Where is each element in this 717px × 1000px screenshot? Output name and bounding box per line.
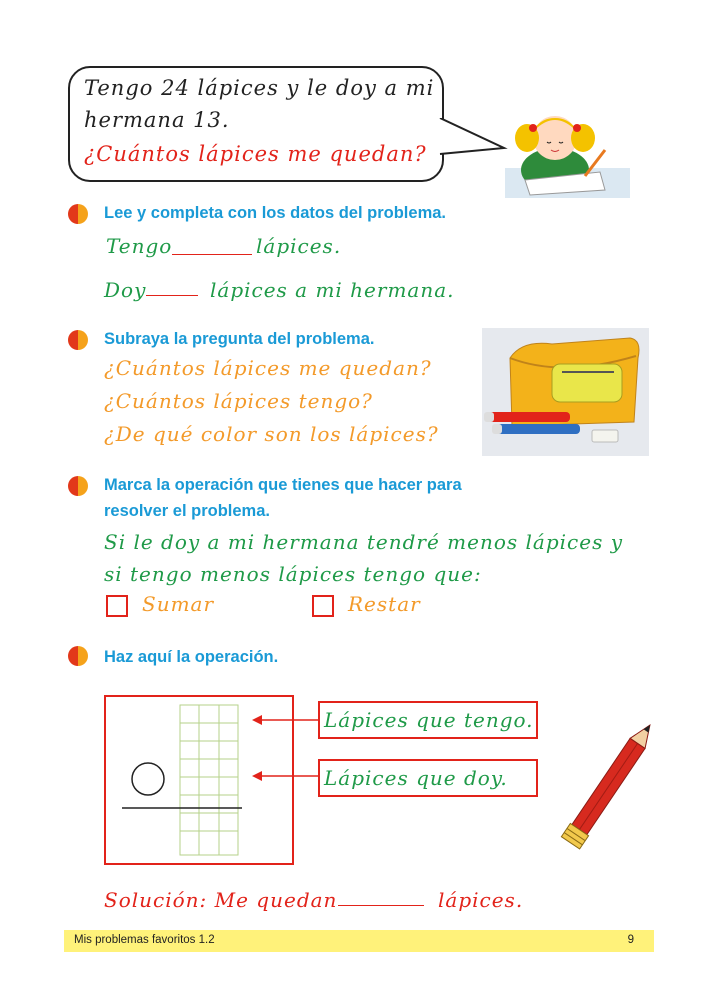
page-number: 9 — [627, 934, 634, 946]
solution-prefix: Solución: Me quedan — [104, 888, 338, 912]
restar-checkbox[interactable] — [312, 595, 334, 617]
lapices-label: lápices. — [256, 234, 342, 258]
restar-label: Restar — [348, 592, 421, 616]
speech-tail — [438, 118, 508, 158]
solution-suffix: lápices. — [438, 888, 524, 912]
section-1-heading: Lee y completa con los datos del problema. — [104, 204, 447, 222]
bullet-icon — [68, 476, 88, 496]
pencil-case-illustration — [482, 328, 649, 456]
explanation-line-2: si tengo menos lápices tengo que: — [104, 562, 482, 586]
section-4-heading: Haz aquí la operación. — [104, 648, 279, 666]
question-option-2[interactable]: ¿Cuántos lápices tengo? — [104, 389, 373, 413]
section-2-heading: Subraya la pregunta del problema. — [104, 330, 375, 348]
bullet-icon — [68, 646, 88, 666]
doy-label: Doy — [104, 278, 147, 302]
arrows — [250, 708, 322, 788]
label-lapices-que-doy: Lápices que doy. — [318, 759, 538, 797]
tengo-blank[interactable] — [172, 254, 252, 255]
pencil-illustration — [556, 718, 656, 866]
problem-line-2: hermana 13. — [84, 108, 230, 132]
footer-title: Mis problemas favoritos 1.2 — [74, 934, 215, 946]
lapices-hermana-label: lápices a mi hermana. — [210, 278, 455, 302]
tengo-label: Tengo — [106, 234, 173, 258]
bullet-icon — [68, 330, 88, 350]
solution-blank[interactable] — [338, 905, 424, 906]
girl-writing-illustration — [505, 100, 630, 198]
footer-band — [64, 930, 654, 952]
explanation-line-1: Si le doy a mi hermana tendré menos lápices y — [104, 530, 624, 554]
sumar-checkbox[interactable] — [106, 595, 128, 617]
question-option-3[interactable]: ¿De qué color son los lápices? — [104, 422, 439, 446]
problem-question: ¿Cuántos lápices me quedan? — [84, 142, 427, 166]
problem-line-1: Tengo 24 lápices y le doy a mi — [84, 76, 435, 100]
doy-blank[interactable] — [146, 295, 198, 296]
question-option-1[interactable]: ¿Cuántos lápices me quedan? — [104, 356, 432, 380]
label-lapices-que-tengo: Lápices que tengo. — [318, 701, 538, 739]
speech-bubble — [68, 66, 444, 182]
bullet-icon — [68, 204, 88, 224]
sumar-label: Sumar — [142, 592, 215, 616]
section-3-heading-line-1: Marca la operación que tienes que hacer para — [104, 476, 462, 494]
section-3-heading-line-2: resolver el problema. — [104, 502, 270, 520]
